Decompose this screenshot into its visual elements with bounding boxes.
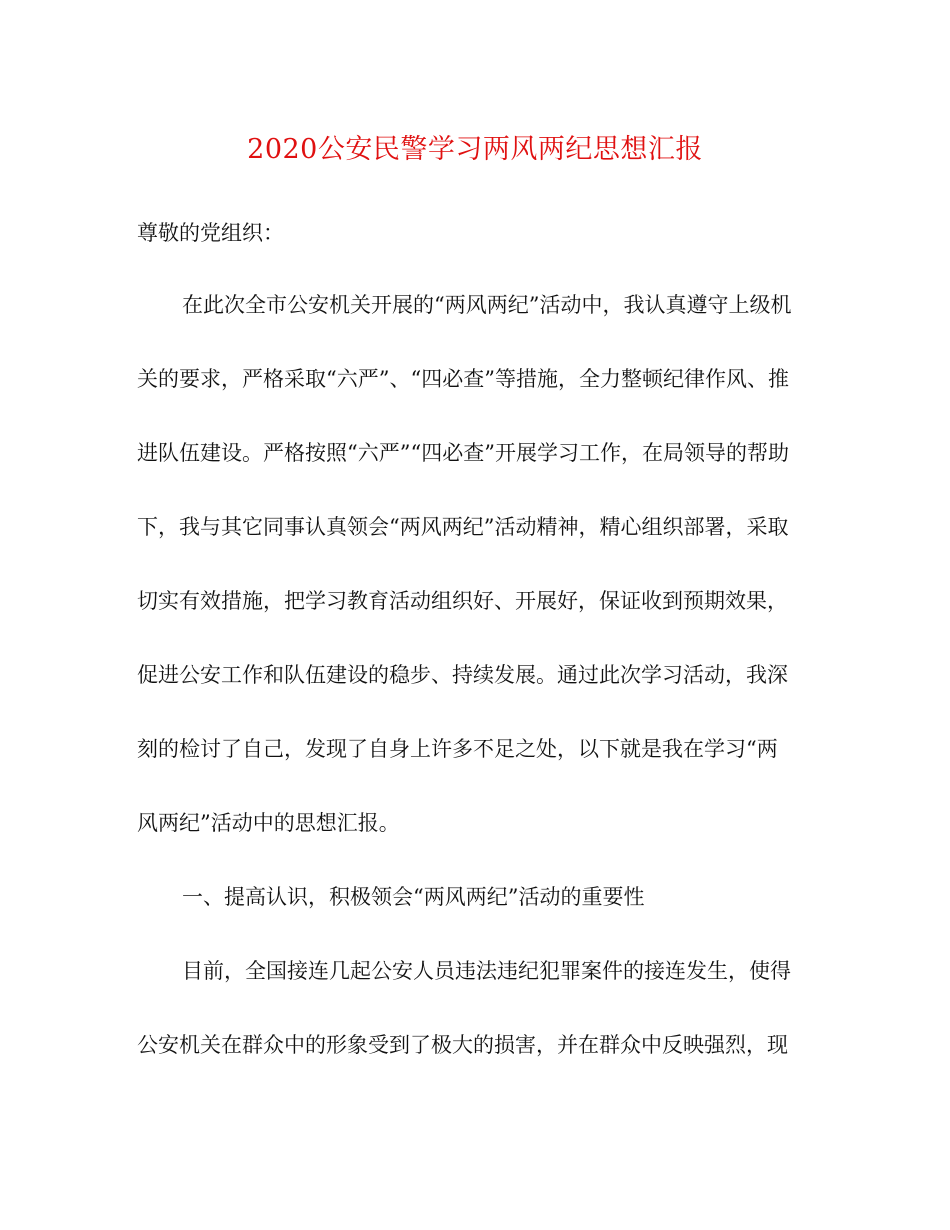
section-heading-1: 一、提高认识，积极领会“两风两纪”活动的重要性 xyxy=(182,885,645,909)
paragraph-line: 刻的检讨了自己，发现了自身上许多不足之处，以下就是我在学习“两 xyxy=(137,737,778,761)
paragraph-line: 目前，全国接连几起公安人员违法违纪犯罪案件的接连发生，使得 xyxy=(182,959,791,983)
paragraph-line: 进队伍建设。严格按照“六严”“四必查”开展学习工作，在局领导的帮助 xyxy=(137,441,789,465)
paragraph-line: 下，我与其它同事认真领会“两风两纪”活动精神，精心组织部署，采取 xyxy=(137,515,789,539)
paragraph-line: 促进公安工作和队伍建设的稳步、持续发展。通过此次学习活动，我深 xyxy=(137,663,788,687)
paragraph-line: 风两纪”活动中的思想汇报。 xyxy=(137,811,400,835)
document-title: 2020公安民警学习两风两纪思想汇报 xyxy=(247,134,703,165)
paragraph-line: 在此次全市公安机关开展的“两风两纪”活动中，我认真遵守上级机 xyxy=(182,293,792,317)
paragraph-line: 关的要求，严格采取“六严”、“四必查”等措施，全力整顿纪律作风、推 xyxy=(137,367,789,391)
salutation: 尊敬的党组织： xyxy=(137,221,284,245)
paragraph-line: 切实有效措施，把学习教育活动组织好、开展好，保证收到预期效果， xyxy=(137,589,788,613)
paragraph-line: 公安机关在群众中的形象受到了极大的损害，并在群众中反映强烈，现 xyxy=(137,1033,788,1057)
